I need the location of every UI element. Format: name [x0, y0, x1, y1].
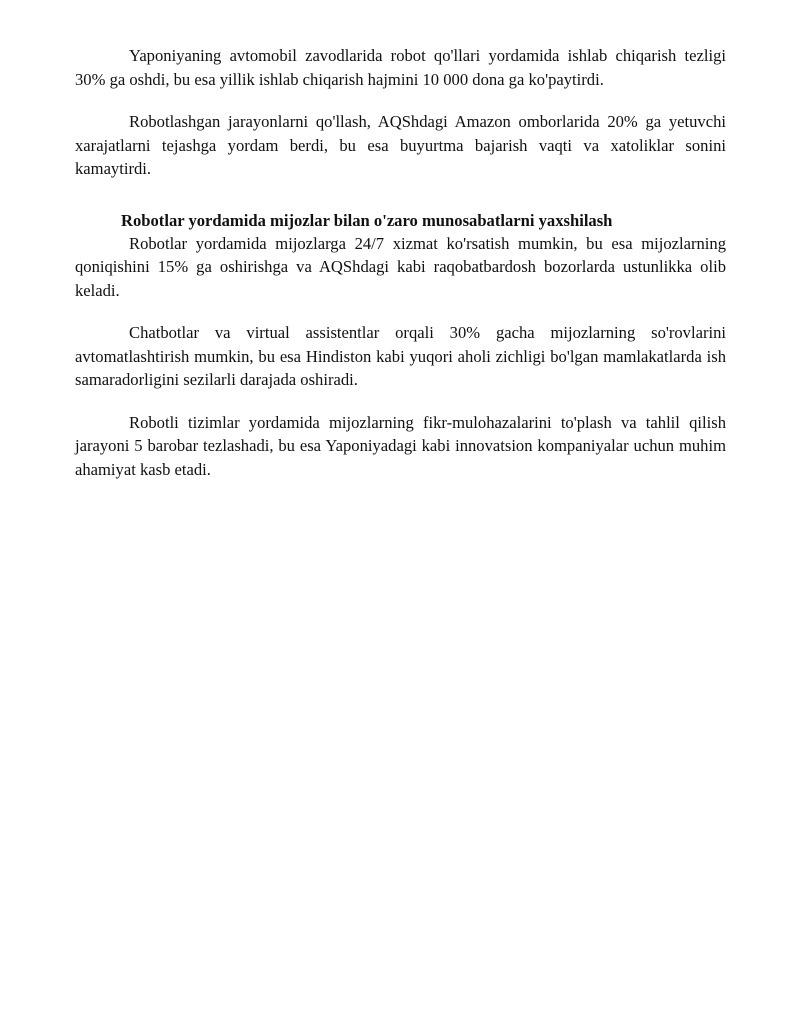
paragraph-japan-robot-arms: Yaponiyaning avtomobil zavodlarida robot qo'llari yordamida ishlab chiqarish tezligi 30% ga oshdi, bu esa yillik ishlab chiqarish hajmini 10 000 dona ga ko'paytirdi.: [75, 46, 726, 89]
paragraph-feedback-analysis: Robotli tizimlar yordamida mijozlarning fikr-mulohazalarini to'plash va tahlil qilish jarayoni 5 barobar tezlashadi, bu esa Yaponiyadagi kabi innovatsion kompaniyalar uchun muhim ahamiyat kasb etadi.: [75, 412, 726, 479]
section-heading: Robotlar yordamida mijozlar bilan o'zaro munosabatlarni yaxshilash: [121, 210, 613, 230]
document-page: [75, 44, 726, 481]
paragraph-chatbots: Chatbotlar va virtual assistentlar orqali 30% gacha mijozlarning so'rovlarini avtomatlashtirish mumkin, bu esa Hindiston kabi yuqori aholi zichligi bo'lgan mamlakatlarda ish samaradorligini sezilarli darajada oshiradi.: [75, 323, 726, 389]
paragraph-amazon-warehouses: Robotlashgan jarayonlarni qo'llash, AQShdagi Amazon omborlarida 20% ga yetuvchi xarajatlarni tejashga yordam berdi, bu esa buyurtma bajarish vaqti va xatoliklar sonini kamaytirdi.: [75, 112, 726, 178]
paragraph-24-7-service: Robotlar yordamida mijozlarga 24/7 xizmat ko'rsatish mumkin, bu esa mijozlarning qoniqishini 15% ga oshirishga va AQShdagi kabi raqobatbardosh bozorlarda ustunlikka olib keladi.: [75, 233, 726, 300]
